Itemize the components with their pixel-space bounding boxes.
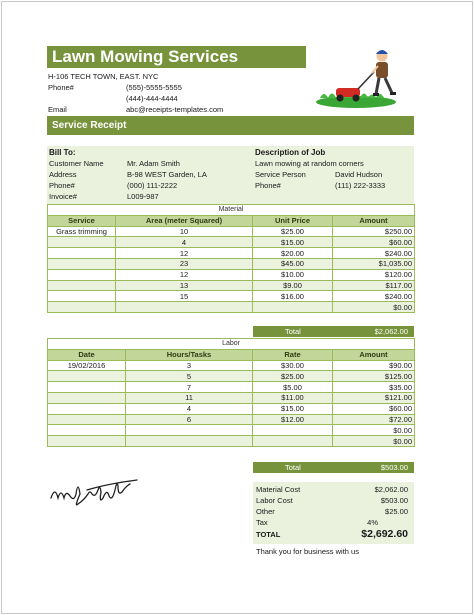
grand-total-label: TOTAL	[256, 530, 281, 539]
material-table-row	[48, 248, 415, 259]
labor-table-cell: $72.00	[333, 414, 415, 425]
company-address: H-106 TECH TOWN, EAST. NYC	[48, 72, 159, 81]
thanks-message: Thank you for business with us	[256, 547, 359, 556]
labor-table-cell: $0.00	[333, 436, 415, 447]
labor-total-label: Total	[285, 463, 301, 472]
customer-phone-label: Phone#	[49, 181, 75, 190]
labor-table-cell: 3	[126, 360, 253, 371]
other-label: Other	[256, 507, 275, 516]
job-description: Lawn mowing at random corners	[255, 159, 364, 168]
email-label: Email	[48, 105, 67, 114]
customer-address: B-98 WEST Garden, LA	[127, 170, 207, 179]
material-table-cell: 13	[116, 280, 253, 291]
material-table-row	[48, 237, 415, 248]
company-title: Lawn Mowing Services	[52, 47, 239, 66]
labor-table-cell: $12.00	[253, 414, 333, 425]
material-table-cell: $240.00	[333, 248, 415, 259]
phone-1: (555)-5555-5555	[126, 83, 182, 92]
labor-table-cell: 4	[126, 403, 253, 414]
material-table-row	[48, 291, 415, 302]
job-phone-label: Phone#	[255, 181, 281, 190]
material-table-cell	[48, 269, 116, 280]
other-value: $25.00	[385, 507, 408, 516]
material-table-cell: $15.00	[253, 237, 333, 248]
material-table-cell: $117.00	[333, 280, 415, 291]
material-table-cell	[48, 237, 116, 248]
material-table-cell: $9.00	[253, 280, 333, 291]
labor-table-cell	[253, 436, 333, 447]
labor-table-cell	[48, 392, 126, 403]
material-table-cell: 12	[116, 248, 253, 259]
material-table-cell: Grass trimming	[48, 226, 116, 237]
labor-header-rate: Rate	[253, 349, 333, 360]
material-table-row	[48, 226, 415, 237]
material-table-cell	[48, 258, 116, 269]
labor-total-value: $503.00	[380, 463, 408, 472]
labor-table-cell	[48, 425, 126, 436]
labor-table-row	[48, 382, 415, 393]
material-table-cell: $120.00	[333, 269, 415, 280]
material-table-row	[48, 302, 415, 313]
customer-name: Mr. Adam Smith	[127, 159, 180, 168]
material-total-label: Total	[285, 327, 301, 336]
grand-total-value: $2,692.60	[361, 528, 408, 540]
material-table-cell: $0.00	[333, 302, 415, 313]
bill-to-block	[47, 146, 414, 205]
labor-table-cell: $60.00	[333, 403, 415, 414]
labor-table	[47, 338, 415, 447]
address-label: Address	[49, 170, 77, 179]
service-person: David Hudson	[335, 170, 383, 179]
labor-table-cell: 19/02/2016	[48, 360, 126, 371]
material-table-cell: 23	[116, 258, 253, 269]
invoice-number: L009-987	[127, 192, 159, 201]
material-table-cell	[253, 302, 333, 313]
bill-to-heading: Bill To:	[49, 148, 76, 157]
material-table-cell: $45.00	[253, 258, 333, 269]
section-title: Service Receipt	[52, 120, 127, 131]
lawn-mower-illustration	[306, 46, 414, 112]
material-section-label: Material	[48, 205, 415, 216]
phone-label: Phone#	[48, 83, 74, 92]
email-value: abc@receipts-templates.com	[126, 105, 224, 114]
signature-image	[47, 472, 157, 512]
labor-table-cell: $11.00	[253, 392, 333, 403]
labor-table-cell: $90.00	[333, 360, 415, 371]
material-table-cell: $16.00	[253, 291, 333, 302]
customer-label: Customer Name	[49, 159, 104, 168]
material-table-cell: $240.00	[333, 291, 415, 302]
labor-table-cell: $30.00	[253, 360, 333, 371]
material-table-cell: $20.00	[253, 248, 333, 259]
labor-table-cell: $121.00	[333, 392, 415, 403]
material-header-area: Area (meter Squared)	[116, 215, 253, 226]
tax-value: 4%	[367, 518, 378, 527]
labor-table-cell: $5.00	[253, 382, 333, 393]
labor-header-hours: Hours/Tasks	[126, 349, 253, 360]
labor-table-cell: $35.00	[333, 382, 415, 393]
material-total-value: $2,062.00	[374, 327, 408, 336]
labor-table-cell	[253, 425, 333, 436]
material-header-service: Service	[48, 215, 116, 226]
summary-block	[253, 482, 414, 544]
labor-table-cell	[48, 403, 126, 414]
labor-table-row	[48, 403, 415, 414]
material-table-row	[48, 280, 415, 291]
service-person-label: Service Person	[255, 170, 306, 179]
labor-table-cell: $25.00	[253, 371, 333, 382]
material-table-cell: $25.00	[253, 226, 333, 237]
tax-label: Tax	[256, 518, 268, 527]
job-heading: Description of Job	[255, 148, 326, 157]
labor-table-row	[48, 392, 415, 403]
labor-cost-label: Labor Cost	[256, 496, 293, 505]
material-table-cell: $1,035.00	[333, 258, 415, 269]
labor-header-date: Date	[48, 349, 126, 360]
labor-table-row	[48, 360, 415, 371]
material-table-cell: 12	[116, 269, 253, 280]
job-phone: (111) 222-3333	[335, 181, 386, 190]
material-table-cell: $60.00	[333, 237, 415, 248]
labor-table-cell	[126, 436, 253, 447]
material-table-cell	[116, 302, 253, 313]
labor-header-amount: Amount	[333, 349, 415, 360]
labor-table-cell: 7	[126, 382, 253, 393]
labor-table-cell: $15.00	[253, 403, 333, 414]
material-table-cell	[48, 280, 116, 291]
mower-man-icon	[306, 46, 414, 112]
material-header-amount: Amount	[333, 215, 415, 226]
material-cost-value: $2,062.00	[374, 485, 408, 494]
labor-table-cell	[48, 414, 126, 425]
labor-table-row	[48, 436, 415, 447]
receipt-page	[1, 1, 473, 614]
material-cost-label: Material Cost	[256, 485, 301, 494]
labor-table-row	[48, 371, 415, 382]
labor-table-cell: 11	[126, 392, 253, 403]
labor-table-cell: 6	[126, 414, 253, 425]
material-table-row	[48, 269, 415, 280]
labor-section-label: Labor	[48, 339, 415, 350]
section-bar	[47, 116, 414, 135]
labor-cost-value: $503.00	[380, 496, 408, 505]
material-table-cell: 4	[116, 237, 253, 248]
labor-table-row	[48, 414, 415, 425]
labor-table-cell: 5	[126, 371, 253, 382]
labor-table-cell	[126, 425, 253, 436]
material-table-cell	[48, 291, 116, 302]
material-table-row	[48, 258, 415, 269]
labor-table-row	[48, 425, 415, 436]
material-table-cell: 10	[116, 226, 253, 237]
labor-table-cell: $0.00	[333, 425, 415, 436]
material-table-cell	[48, 248, 116, 259]
material-table-cell	[48, 302, 116, 313]
material-total-bar	[253, 326, 414, 337]
labor-table-cell	[48, 436, 126, 447]
phone-2: (444)-444-4444	[126, 94, 178, 103]
material-table-cell: $250.00	[333, 226, 415, 237]
material-table-cell: 15	[116, 291, 253, 302]
invoice-label: Invoice#	[49, 192, 77, 201]
material-table-cell: $10.00	[253, 269, 333, 280]
labor-table-cell: $125.00	[333, 371, 415, 382]
labor-table-cell	[48, 382, 126, 393]
material-header-unit-price: Unit Price	[253, 215, 333, 226]
labor-table-cell	[48, 371, 126, 382]
material-table	[47, 204, 415, 313]
labor-total-bar	[253, 462, 414, 473]
customer-phone: (000) 111-2222	[127, 181, 178, 190]
